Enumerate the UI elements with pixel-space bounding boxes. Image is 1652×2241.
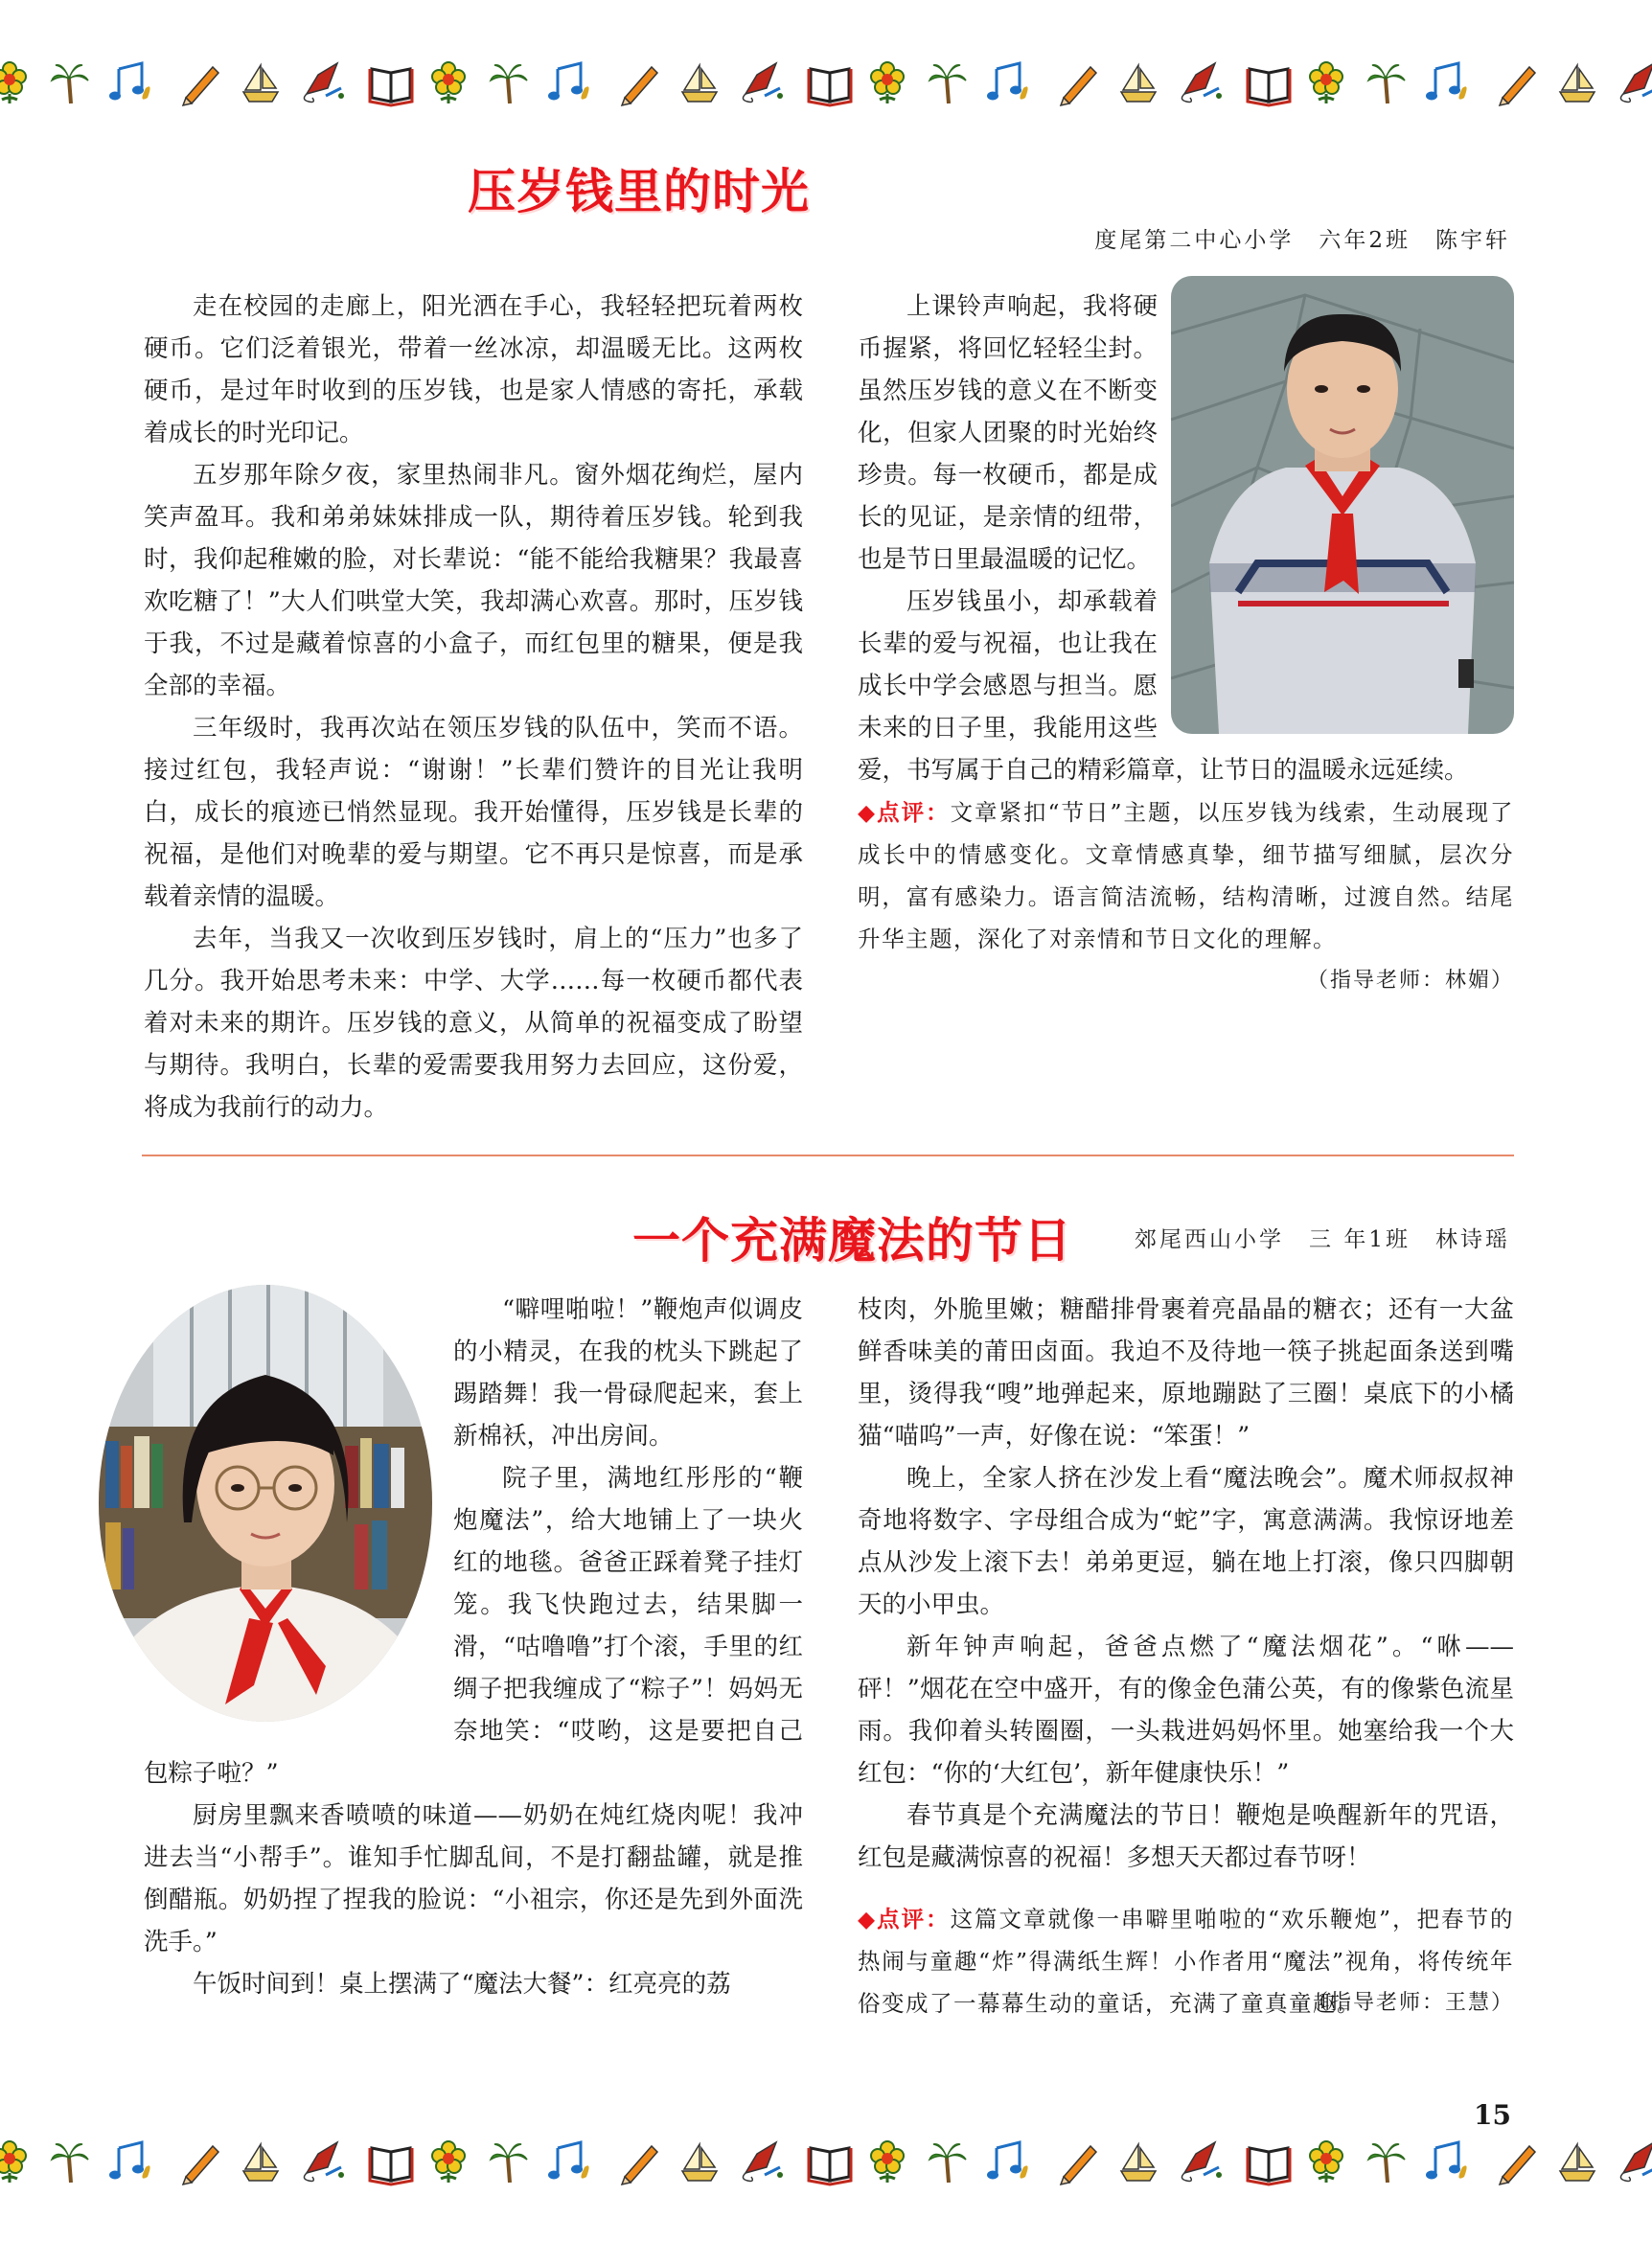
comment-label: ◆点评： [858,1906,951,1932]
article1-left-column [144,286,803,1129]
flower-icon [432,2141,465,2183]
paragraph: “噼哩啪啦！”鞭炮声似调皮的小精灵，在我的枕头下跳起了踢踏舞！我一骨碌爬起来，套上新棉袄，冲出房间。 [453,1295,803,1451]
kite-icon [304,63,344,103]
paragraph: 上课铃声响起，我将硬币握紧，将回忆轻轻尘封。虽然压岁钱的意义在不断变化，但家人团聚的时光始终珍贵。每一枚硬币，都是成长的见证，是亲情的纽带，也是节日里最温暖的记忆。 [858,292,1158,574]
pencil-icon [183,67,218,105]
music-note-icon [548,2142,589,2180]
music-note-icon [1426,63,1467,101]
decorative-border-bottom [0,2125,1652,2202]
article2-title: 一个充满魔法的节日 [632,1213,1072,1269]
music-note-icon [109,2142,150,2180]
pencil-icon [1061,2146,1096,2184]
section-divider [142,1155,1514,1156]
comment-text: 这篇文章就像一串噼里啪啦的“欢乐鞭炮”，把春节的热闹与童趣“炸”得满纸生辉！小作者用“魔法”视角，将传统年俗变成了一幕幕生动的童话，充满了童真童趣。 [858,1906,1514,2017]
paragraph: 走在校园的走廊上，阳光洒在手心，我轻轻把玩着两枚硬币。它们泛着银光，带着一丝冰凉，却温暖无比。这两枚硬币，是过年时收到的压岁钱，也是家人情感的寄托，承载着成长的时光印记。 [144,292,803,447]
sailboat-icon [682,65,717,102]
paragraph: 五岁那年除夕夜，家里热闹非凡。窗外烟花绚烂，屋内笑声盈耳。我和弟弟妹妹排成一队，期待着压岁钱。轮到我时，我仰起稚嫩的脸，对长辈说：“能不能给我糖果？我最喜欢吃糖了！”大人们哄堂大笑，我却满心欢喜。那时，压岁钱于我，不过是藏着惊喜的小盒子，而红包里的糖果，便是我全部的幸福。 [144,461,803,700]
book-icon [809,69,851,105]
paragraph: 新年钟声响起，爸爸点燃了“魔法烟花”。“咻——砰！”烟花在空中盛开，有的像金色蒲公英，有的像紫色流星雨。我仰着头转圈圈，一头栽进妈妈怀里。她塞给我一个大红包：“你的‘大红包’，新年健康快乐！” [858,1633,1514,1788]
music-note-icon [548,63,589,101]
paragraph: 院子里，满地红彤彤的“鞭炮魔法”，给大地铺上了一块火红的地毯。爸爸正踩着凳子挂灯笼。我飞快跑过去，结果脚一滑，“咕噜噜”打个滚，手里的红绸子把我缠成了“粽子”！妈妈无奈地笑：“哎哟，这是要把自己包粽子啦？” [144,1464,803,1788]
palm-icon [929,2144,966,2183]
palm-icon [52,2144,88,2183]
article2-right-column [858,1289,1514,2024]
palm-icon [491,65,527,103]
book-icon [370,2148,412,2184]
article2-left-column [144,1289,803,2005]
kite-icon [1182,2142,1222,2182]
flower-icon [1310,2141,1342,2183]
book-icon [809,2148,851,2184]
paragraph: 去年，当我又一次收到压岁钱时，肩上的“压力”也多了几分。我开始思考未来：中学、大学……每一枚硬币都代表着对未来的期许。压岁钱的意义，从简单的祝福变成了盼望与期待。我明白，长辈的爱需要我用努力去回应，这份爱，将成为我前行的动力。 [144,925,803,1122]
music-note-icon [987,2142,1028,2180]
sailboat-icon [243,2144,278,2181]
paragraph: 春节真是个充满魔法的节日！鞭炮是唤醒新年的咒语，红包是藏满惊喜的祝福！多想天天都过春节呀！ [858,1801,1514,1872]
sailboat-icon [1560,65,1595,102]
article2-teacher: （指导老师：王慧） [1306,1991,1514,2015]
comment-text: 文章紧扣“节日”主题，以压岁钱为线索，生动展现了成长中的情感变化。文章情感真挚，细节描写细腻，层次分明，富有感染力。语言简洁流畅，结构清晰，过渡自然。结尾升华主题，深化了对亲情和节日文化的理解。 [858,799,1514,952]
paragraph: 三年级时，我再次站在领压岁钱的队伍中，笑而不语。接过红包，我轻声说：“谢谢！”长辈们赞许的目光让我明白，成长的痕迹已悄然显现。我开始懂得，压岁钱是长辈的祝福，是他们对晚辈的爱与期望。它不再只是惊喜，而是承载着亲情的温暖。 [144,714,803,911]
palm-icon [1368,2144,1405,2183]
music-note-icon [987,63,1028,101]
flower-icon [0,2141,26,2183]
kite-icon [1620,63,1652,103]
palm-icon [929,65,966,103]
flower-icon [0,62,26,103]
kite-icon [1620,2142,1652,2182]
article1-right-column [858,286,1514,1002]
book-icon [1248,69,1290,105]
flower-icon [1310,62,1342,103]
book-icon [1248,2148,1290,2184]
sailboat-icon [1121,65,1156,102]
flower-icon [871,2141,904,2183]
kite-icon [743,2142,783,2182]
paragraph: 压岁钱虽小，却承载着长辈的爱与祝福，也让我在成长中学会感恩与担当。愿未来的日子里，我能用这些爱，书写属于自己的精彩篇章，让节日的温暖永远延续。 [858,587,1469,785]
page-number: 15 [1474,2099,1511,2131]
flower-icon [432,62,465,103]
kite-icon [1182,63,1222,103]
pencil-icon [1500,2146,1535,2184]
comment-label: ◆点评： [858,799,951,826]
kite-icon [743,63,783,103]
paragraph: 厨房里飘来香喷喷的味道——奶奶在炖红烧肉呢！我冲进去当“小帮手”。谁知手忙脚乱间，不是打翻盐罐，就是推倒醋瓶。奶奶捏了捏我的脸说：“小祖宗，你还是先到外面洗洗手。” [144,1801,803,1956]
author-photo-girl [96,1283,436,1724]
sailboat-icon [1121,2144,1156,2181]
palm-icon [1368,65,1405,103]
palm-icon [52,65,88,103]
decorative-icons [0,2125,1652,2202]
decorative-icons [0,46,1652,123]
paragraph: 晚上，全家人挤在沙发上看“魔法晚会”。魔术师叔叔神奇地将数字、字母组合成为“蛇”字，寓意满满。我惊讶地差点从沙发上滚下去！弟弟更逗，躺在地上打滚，像只四脚朝天的小甲虫。 [858,1464,1514,1619]
flower-icon [871,62,904,103]
book-icon [370,69,412,105]
article2-byline: 郊尾西山小学 三 年1班 林诗瑶 [1135,1227,1510,1252]
pencil-icon [622,2146,657,2184]
pencil-icon [622,67,657,105]
article1-title: 压岁钱里的时光 [468,164,810,219]
sailboat-icon [682,2144,717,2181]
author-photo-boy [1171,276,1514,734]
pencil-icon [183,2146,218,2184]
palm-icon [491,2144,527,2183]
sailboat-icon [243,65,278,102]
sailboat-icon [1560,2144,1595,2181]
paragraph: 午饭时间到！桌上摆满了“魔法大餐”：红亮亮的荔 [193,1970,731,1999]
article1-teacher: （指导老师：林媚） [1306,969,1514,993]
article1-byline: 度尾第二中心小学 六年2班 陈宇轩 [1094,228,1510,253]
music-note-icon [1426,2142,1467,2180]
pencil-icon [1500,67,1535,105]
decorative-border-top [0,46,1652,123]
paragraph: 枝肉，外脆里嫩；糖醋排骨裹着亮晶晶的糖衣；还有一大盆鲜香味美的莆田卤面。我迫不及待地一筷子挑起面条送到嘴里，烫得我“嗖”地弹起来，原地蹦跶了三圈！桌底下的小橘猫“喵呜”一声，好像在说：“笨蛋！” [858,1295,1514,1451]
music-note-icon [109,63,150,101]
kite-icon [304,2142,344,2182]
article1-comment [858,791,1514,960]
pencil-icon [1061,67,1096,105]
